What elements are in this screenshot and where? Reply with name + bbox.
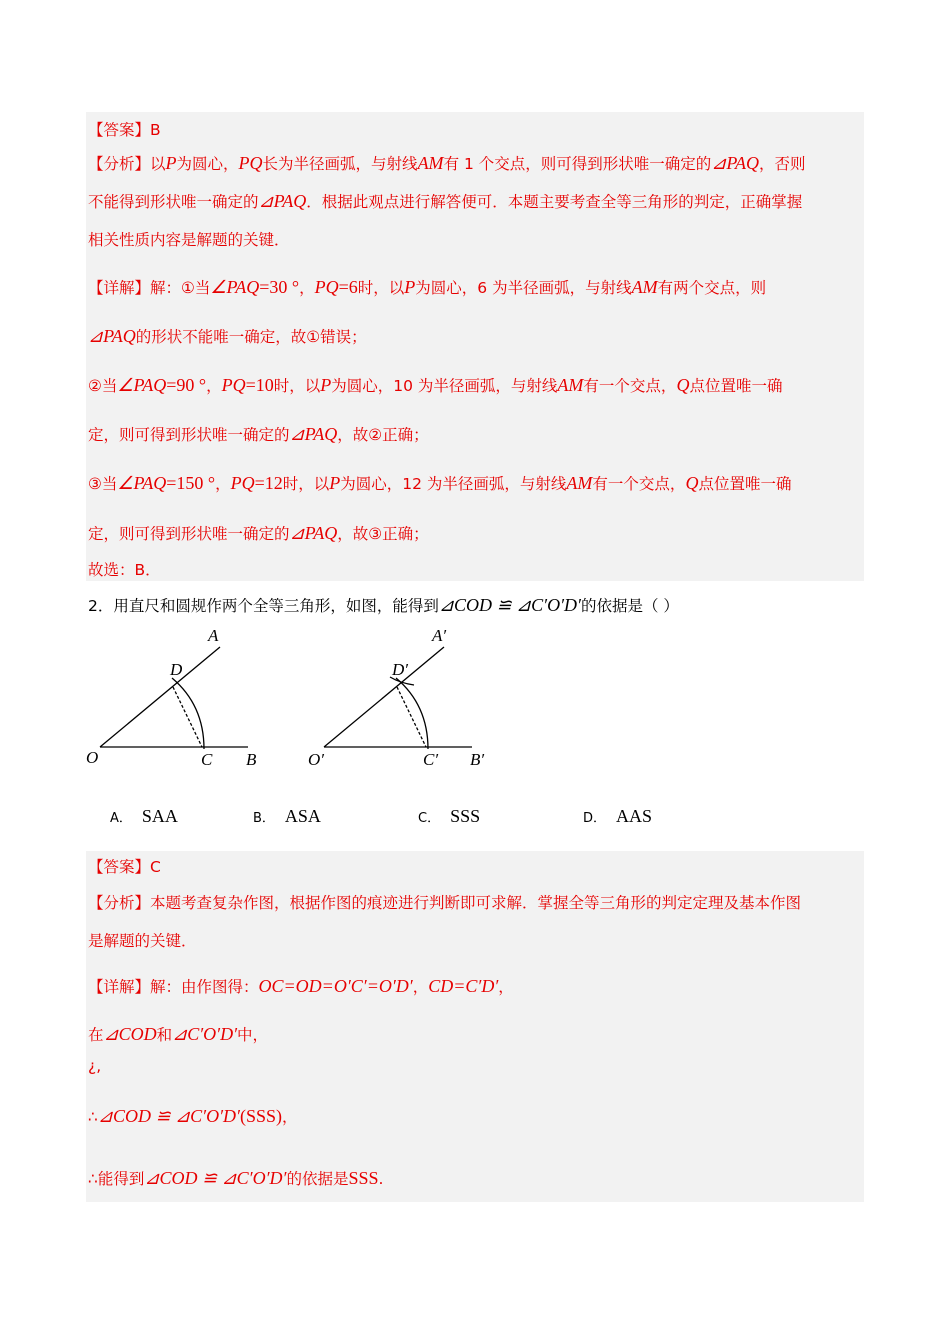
option-a[interactable]: A． SAA	[110, 806, 178, 826]
detail-line-2: ⊿PAQ的形状不能唯一确定，故①错误；	[88, 326, 367, 346]
detail-line-6: 定，则可得到形状唯一确定的⊿PAQ，故③正确；	[88, 523, 429, 543]
construction-figure	[80, 625, 500, 775]
detail-line-4: 定，则可得到形状唯一确定的⊿PAQ，故②正确；	[88, 424, 429, 444]
detail-2-line-1: 【详解】解：由作图得：OC=OD=O′C′=O′D′，CD=C′D′，	[88, 976, 514, 996]
detail-line-3: ②当∠PAQ=90 °，PQ=10时，以P为圆心，10 为半径画弧，与射线AM有一个交点，Q点位置唯一确	[88, 375, 783, 395]
detail-2-line-3: ¿,	[88, 1057, 102, 1075]
label-C: C	[201, 750, 213, 769]
arc-cd	[172, 678, 204, 749]
option-b[interactable]: B． ASA	[253, 806, 321, 826]
label-D-prime: D′	[392, 660, 408, 679]
option-c[interactable]: C． SSS	[418, 806, 481, 826]
question-2: 2．用直尺和圆规作两个全等三角形，如图，能得到⊿COD ≌ ⊿C′O′D′的依据是（ ）	[88, 595, 679, 615]
segment-c2d2	[397, 687, 426, 747]
choice-line: 故选：B．	[88, 561, 161, 579]
analysis-2-line-2: 是解题的关键．	[88, 932, 197, 950]
label-B: B	[246, 750, 257, 769]
label-D: D	[170, 660, 183, 679]
analysis-2-line-1: 【分析】本题考查复杂作图，根据作图的痕迹进行判断即可求解．掌握全等三角形的判定定理及基本作图	[88, 894, 802, 912]
segment-cd	[173, 687, 202, 747]
answer-block-1	[86, 112, 864, 581]
option-d[interactable]: D． AAS	[583, 806, 653, 826]
label-C-prime: C′	[423, 750, 439, 769]
label-A-prime: A′	[432, 626, 447, 645]
detail-2-line-4: ∴⊿COD ≌ ⊿C′O′D′(SSS)，	[88, 1106, 298, 1126]
label-O-prime: O′	[308, 750, 324, 769]
ray-oa	[100, 647, 220, 747]
label-A: A	[208, 626, 219, 645]
answer-line-2: 【答案】C	[88, 858, 161, 876]
detail-2-line-5: ∴能得到⊿COD ≌ ⊿C′O′D′的依据是SSS.	[88, 1168, 384, 1188]
ray-o2a2	[324, 647, 444, 747]
detail-line-5: ③当∠PAQ=150 °，PQ=12时，以P为圆心，12 为半径画弧，与射线AM有一个交点，Q点位置唯一确	[88, 473, 792, 493]
analysis-line-2: 不能得到形状唯一确定的⊿PAQ．根据此观点进行解答便可．本题主要考查全等三角形的判定，正确掌握	[88, 191, 803, 211]
analysis-line-1: 【分析】以P为圆心，PQ长为半径画弧，与射线AM有 1 个交点，则可得到形状唯一确定的⊿PAQ，否则	[88, 153, 806, 173]
detail-2-line-2: 在⊿COD和⊿C′O′D′中，	[88, 1024, 269, 1044]
answer-block-2	[86, 851, 864, 1202]
analysis-line-3: 相关性质内容是解题的关键．	[88, 231, 290, 249]
answer-line: 【答案】B	[88, 121, 161, 139]
arc-c2d2	[396, 678, 428, 749]
detail-line-1: 【详解】解：①当∠PAQ=30 °，PQ=6时，以P为圆心，6 为半径画弧，与射线AM有两个交点，则	[88, 277, 767, 297]
label-O: O	[86, 748, 99, 767]
label-B-prime: B′	[470, 750, 485, 769]
